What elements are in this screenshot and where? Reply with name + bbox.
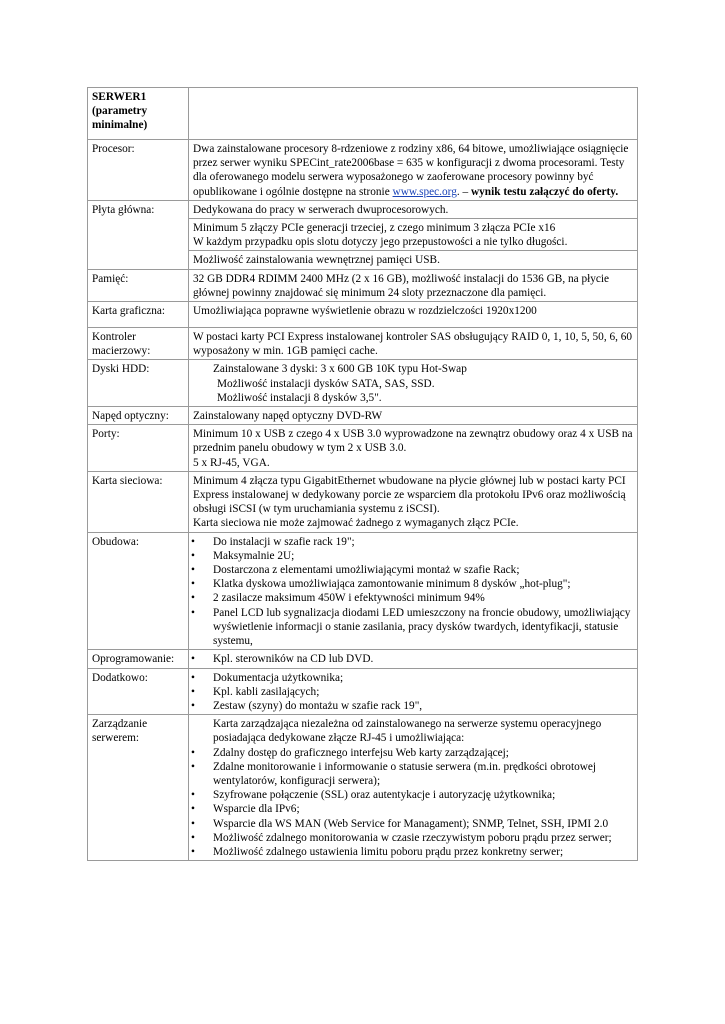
list-item: • Kpl. sterowników na CD lub DVD. (193, 652, 633, 666)
row-label: Płyta główna: (88, 200, 189, 269)
row-label: Dyski HDD: (88, 360, 189, 407)
list-item: • Do instalacji w szafie rack 19"; (193, 535, 633, 549)
row-value: Umożliwiająca poprawne wyświetlenie obrazu w rozdzielczości 1920x1200 (189, 302, 638, 328)
table-row (88, 532, 638, 650)
row-label: Porty: (88, 425, 189, 472)
row-value (189, 471, 638, 532)
row-value: Możliwość zainstalowania wewnętrznej pamięci USB. (189, 251, 638, 269)
row-value (189, 650, 638, 668)
list-item: • Panel LCD lub sygnalizacja diodami LED umieszczony na froncie obudowy, umożliwiający wyświetlenie informacji o stanie zasilania, pracy dysków twardych, identyfikacji, statusie systemu, (193, 606, 633, 649)
value-line: Minimum 5 złączy PCIe generacji trzeciej, z czego minimum 3 złącza PCIe x16 (193, 222, 556, 235)
header-line: SERWER1 (92, 91, 147, 103)
row-value (189, 532, 638, 650)
row-value: W postaci karty PCI Express instalowanej kontroler SAS obsługujący RAID 0, 1, 10, 5, 50, 6, 60 wyposażony w min. 1GB pamięci cache. (189, 328, 638, 360)
bullet-list (193, 746, 633, 860)
row-value (189, 668, 638, 715)
value-line: Minimum 4 złącza typu GigabitEthernet wbudowane na płycie głównej lub w postaci karty PCI Express instalowanej w dedykowany porcie ze wsparciem dla protokołu IPv6 oraz możliwością obsługi iSCSI (w tym uruchamiania systemu z iSCSI). (193, 474, 626, 516)
bullet-list (193, 671, 633, 714)
row-label: Obudowa: (88, 532, 189, 650)
list-item: • Możliwość zdalnego ustawienia limitu poboru prądu przez konkretny serwer; (193, 845, 633, 859)
row-value (189, 425, 638, 472)
row-value (189, 715, 638, 861)
row-label: Procesor: (88, 140, 189, 201)
table-row (88, 668, 638, 715)
row-value: 32 GB DDR4 RDIMM 2400 MHz (2 x 16 GB), możliwość instalacji do 1536 GB, na płycie głównej powinny znajdować się minimum 24 sloty przeznaczone dla pamięci. (189, 269, 638, 301)
bullet-list (193, 652, 633, 666)
table-row (88, 200, 638, 218)
procesor-dash: . – (456, 185, 471, 198)
row-label: Oprogramowanie: (88, 650, 189, 668)
list-item: • Dostarczona z elementami umożliwiającymi montaż w szafie Rack; (193, 563, 633, 577)
header-line: (parametry (92, 105, 148, 118)
procesor-bold-note: wynik testu załączyć do oferty. (471, 185, 619, 198)
table-row (88, 269, 638, 301)
value-line: Zainstalowane 3 dyski: 3 x 600 GB 10K typu Hot-Swap (213, 363, 467, 376)
row-value (189, 360, 638, 407)
value-line: Karta zarządzająca niezależna od zainstalowanego na serwerze systemu operacyjnego posiadająca dedykowane złącze RJ-45 i umożliwiająca: (213, 718, 602, 745)
row-value (189, 140, 638, 201)
list-item: • Klatka dyskowa umożliwiająca zamontowanie minimum 8 dysków „hot-plug"; (193, 577, 633, 591)
row-value (189, 219, 638, 251)
value-line: Możliwość instalacji dysków SATA, SAS, SSD. (217, 377, 435, 390)
list-item: • Kpl. kabli zasilających; (193, 685, 633, 699)
spec-org-link[interactable]: www.spec.org (392, 185, 457, 198)
table-row (88, 360, 638, 407)
table-row (88, 425, 638, 472)
row-label: Kontroler macierzowy: (88, 328, 189, 360)
server-spec-table (87, 87, 638, 861)
table-row (88, 88, 638, 140)
list-item: • Wsparcie dla WS MAN (Web Service for Managament); SNMP, Telnet, SSH, IPMI 2.0 (193, 817, 633, 831)
row-label: Karta graficzna: (88, 302, 189, 328)
list-item: • Szyfrowane połączenie (SSL) oraz autentykacje i autoryzację użytkownika; (193, 788, 633, 802)
table-header-empty-cell (189, 88, 638, 140)
value-line: W każdym przypadku opis slotu dotyczy jego przepustowości a nie tylko długości. (193, 236, 568, 249)
table-row (88, 715, 638, 861)
row-value: Dedykowana do pracy w serwerach dwuprocesorowych. (189, 200, 638, 218)
list-item: • Zdalne monitorowanie i informowanie o statusie serwera (m.in. prędkości obrotowej wentylatorów, konfiguracji serwera); (193, 760, 633, 788)
list-item: • Wsparcie dla IPv6; (193, 802, 633, 816)
list-item: • Zdalny dostęp do graficznego interfejsu Web karty zarządzającej; (193, 746, 633, 760)
procesor-text: Dwa zainstalowane procesory 8-rdzeniowe z rodziny x86, 64 bitowe, umożliwiające osiągnięcie przez serwer wyniku SPECint_rate2006base = 635 w konfiguracji z dwoma procesorami. Testy dla oferowanego modelu serwera wyposażonego w zaoferowane procesory powinny być opublikowane i ogólnie dostępne na stronie (193, 143, 629, 198)
row-label: Dodatkowo: (88, 668, 189, 715)
list-item: • Dokumentacja użytkownika; (193, 671, 633, 685)
table-header-cell (88, 88, 189, 140)
row-label: Zarządzanie serwerem: (88, 715, 189, 861)
table-row (88, 471, 638, 532)
value-line: Minimum 10 x USB z czego 4 x USB 3.0 wyprowadzone na zewnątrz obudowy oraz 4 x USB na przednim panelu obudowy w tym 2 x USB 3.0. (193, 428, 633, 455)
list-item: • Maksymalnie 2U; (193, 549, 633, 563)
table-row (88, 302, 638, 328)
row-label: Napęd optyczny: (88, 407, 189, 425)
header-line: minimalne) (92, 119, 148, 132)
bullet-list (193, 535, 633, 649)
table-row (88, 140, 638, 201)
list-item: • Zestaw (szyny) do montażu w szafie rack 19", (193, 699, 633, 713)
row-label: Karta sieciowa: (88, 471, 189, 532)
table-row (88, 328, 638, 360)
list-item: • Możliwość zdalnego monitorowania w czasie rzeczywistym poboru prądu przez serwer; (193, 831, 633, 845)
table-row (88, 407, 638, 425)
list-item: • 2 zasilacze maksimum 450W i efektywności minimum 94% (193, 591, 633, 605)
row-label: Pamięć: (88, 269, 189, 301)
value-line: 5 x RJ-45, VGA. (193, 456, 270, 469)
value-line: Karta sieciowa nie może zajmować żadnego z wymaganych złącz PCIe. (193, 517, 519, 530)
value-line: Możliwość instalacji 8 dysków 3,5". (217, 391, 382, 404)
table-row (88, 650, 638, 668)
row-value: Zainstalowany napęd optyczny DVD-RW (189, 407, 638, 425)
